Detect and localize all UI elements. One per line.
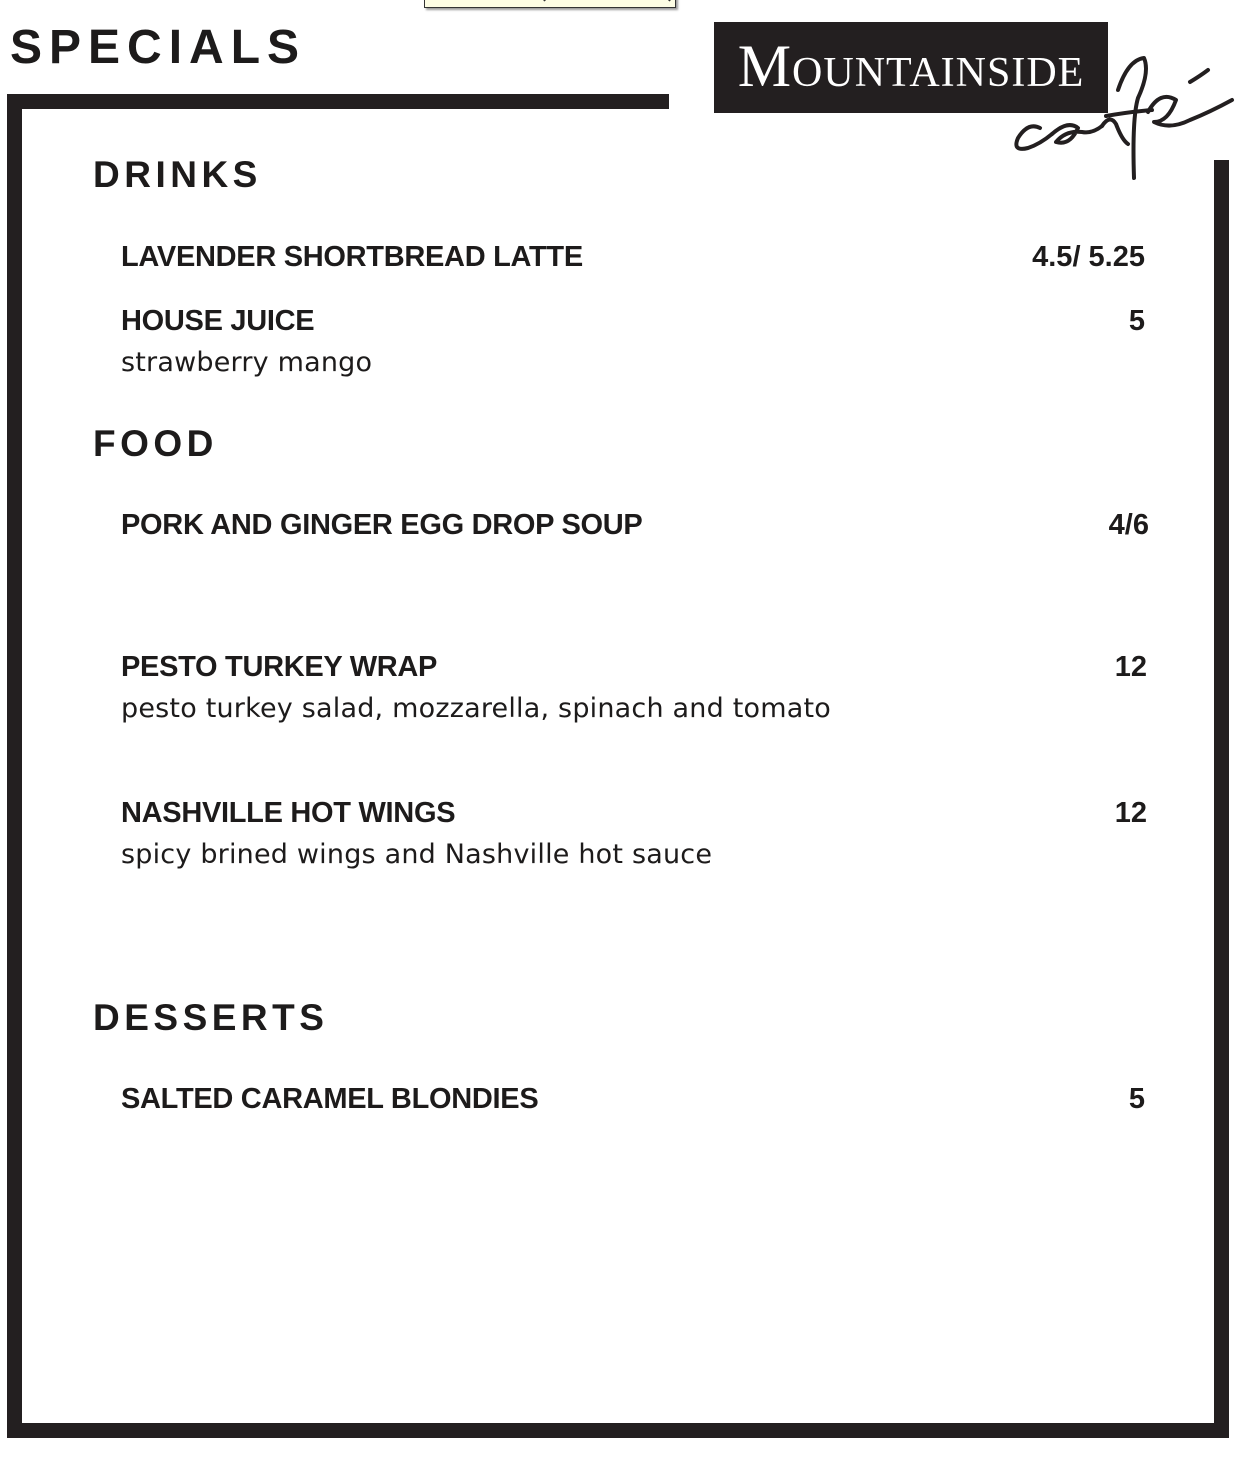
menu-item-description: strawberry mango [121, 347, 373, 378]
menu-item-price: 4.5/ 5.25 [1032, 241, 1145, 273]
menu-item-name: LAVENDER SHORTBREAD LATTE [121, 241, 583, 273]
menu-item-price: 5 [1128, 1083, 1145, 1115]
section-heading-desserts: DESSERTS [93, 997, 329, 1038]
frame-border-left [7, 94, 22, 1438]
page-title: SPECIALS [10, 21, 307, 74]
menu-item-name: PESTO TURKEY WRAP [121, 651, 438, 683]
tooltip-popup [424, 0, 676, 8]
frame-border-top [7, 94, 669, 109]
cafe-script-logo [1010, 50, 1241, 185]
menu-item-description: pesto turkey salad, mozzarella, spinach and tomato [121, 693, 831, 724]
frame-border-right [1214, 160, 1229, 1438]
section-heading-drinks: DRINKS [93, 154, 262, 195]
menu-item-price: 4/6 [1108, 509, 1149, 541]
menu-item-price: 12 [1114, 797, 1147, 829]
menu-item-name: SALTED CARAMEL BLONDIES [121, 1083, 539, 1115]
menu-item-name: NASHVILLE HOT WINGS [121, 797, 456, 829]
menu-item-price: 12 [1114, 651, 1147, 683]
menu-item-name: PORK AND GINGER EGG DROP SOUP [121, 509, 643, 541]
frame-border-bottom [7, 1423, 1229, 1438]
menu-item-name: HOUSE JUICE [121, 305, 315, 337]
menu-item-price: 5 [1128, 305, 1145, 337]
logo-brand-text: Mountainside [737, 32, 1085, 99]
parenthesis-glyphs [425, 0, 675, 7]
section-heading-food: FOOD [93, 423, 218, 464]
menu-item-description: spicy brined wings and Nashville hot sauce [121, 839, 713, 870]
